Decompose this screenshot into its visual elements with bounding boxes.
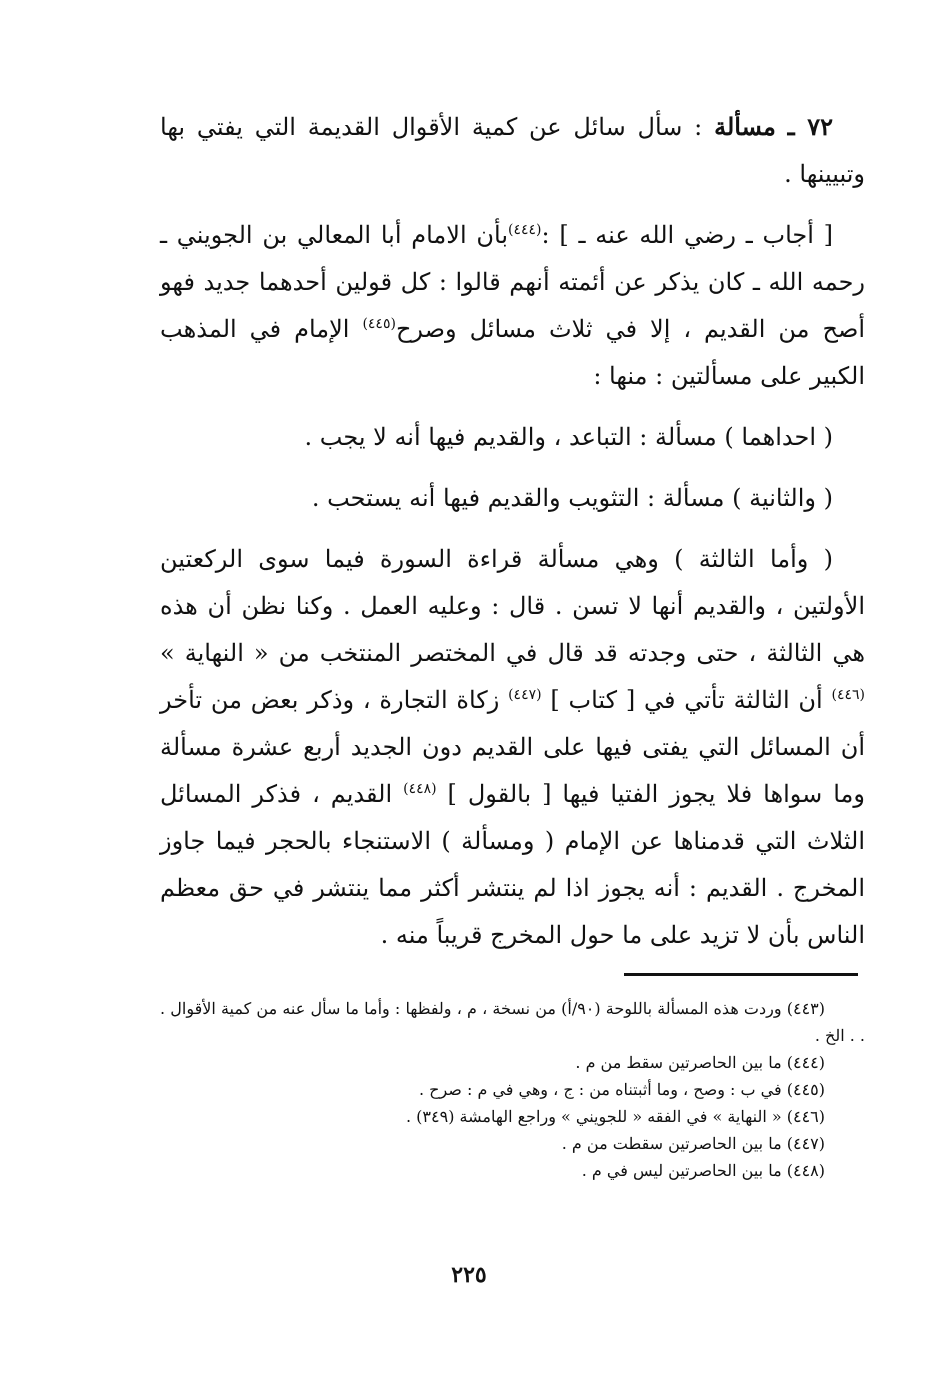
problem-paragraph (160, 103, 865, 198)
footnote-separator (624, 973, 858, 976)
third-text-2: أن الثالثة تأتي في [ كتاب ] (550, 686, 823, 714)
answer-paragraph (160, 212, 865, 400)
third-text-4: القديم ، فذكر المسائل الثلاث التي قدمناها عن الإمام ( ومسألة ) الاستنجاء بالحجر فيما جاوز المخرج . القديم : أنه يجوز اذا لم ينتشر أكثر مما ينتشر في حق معظم الناس بأن لا تزيد على ما حول المخرج قريباً منه . (160, 780, 865, 949)
problem-label: مسألة (714, 112, 776, 141)
second-issue-paragraph: ( والثانية ) مسألة : التثويب والقديم فيها أنه يستحب . (311, 484, 833, 512)
footnote-443: (٤٤٣) وردت هذه المسألة باللوحة (٩٠/أ) من نسخة ، م ، ولفظها : وأما ما سأل عنه من كمية الأقوال . . . الخ . (160, 999, 865, 1045)
first-issue-paragraph: ( احداهما ) مسألة : التباعد ، والقديم فيها أنه لا يجب . (304, 423, 833, 451)
answer-text-2: بأن الامام أبا المعالي بن الجويني ـ رحمه الله ـ كان يذكر عن أئمته أنهم قالوا : كل قولين أحدهما جديد فهو أصح من القديم ، إلا في ثلاث مسائل وصرح (160, 221, 865, 343)
footnote-446: (٤٤٦) « النهاية » في الفقه « للجويني » وراجع الهامشة (٣٤٩) . (406, 1107, 825, 1126)
footnote-447: (٤٤٧) ما بين الحاصرتين سقطت من م . (561, 1134, 825, 1153)
footnote-ref-448: (٤٤٨) (403, 781, 437, 797)
third-text-3: زكاة التجارة ، وذكر بعض من تأخر أن المسائل التي يفتى فيها على القديم دون الجديد أربع عشرة مسألة وما سواها فلا يجوز الفتيا فيها [ بالقول ] (160, 686, 865, 808)
footnote-ref-446: (٤٤٦) (831, 687, 865, 703)
footnotes (160, 995, 865, 1184)
footnote-ref-445: (٤٤٥) (362, 316, 396, 332)
footnote-448: (٤٤٨) ما بين الحاصرتين ليس في م . (581, 1161, 825, 1180)
problem-number: ٧٢ ـ (787, 112, 833, 141)
footnote-445: (٤٤٥) في ب : وصح ، وما أثبتناه من : ج ، وهي في م : صرح . (418, 1080, 825, 1099)
answer-text-3: الإمام في المذهب الكبير على مسألتين : منها : (160, 315, 865, 390)
footnote-ref-444: (٤٤٤) (508, 222, 542, 238)
third-issue-paragraph (160, 536, 865, 959)
footnote-444: (٤٤٤) ما بين الحاصرتين سقط من م . (575, 1053, 825, 1072)
main-text (160, 103, 865, 959)
page-number: ٢٢٥ (451, 1262, 487, 1288)
problem-text: : سأل سائل عن كمية الأقوال القديمة التي يفتي بها وتبيينها . (160, 113, 865, 188)
third-text-1: ( وأما الثالثة ) وهي مسألة قراءة السورة فيما سوى الركعتين الأولتين ، والقديم أنها لا تسن . قال : وعليه العمل . وكنا نظن أن هذه هي الثالثة ، حتى وجدته قد قال في المختصر المنتخب من « النهاية » (160, 545, 866, 667)
answer-text-1: [ أجاب ـ رضي الله عنه ـ ] : (541, 221, 834, 249)
footnote-ref-447: (٤٤٧) (508, 687, 542, 703)
